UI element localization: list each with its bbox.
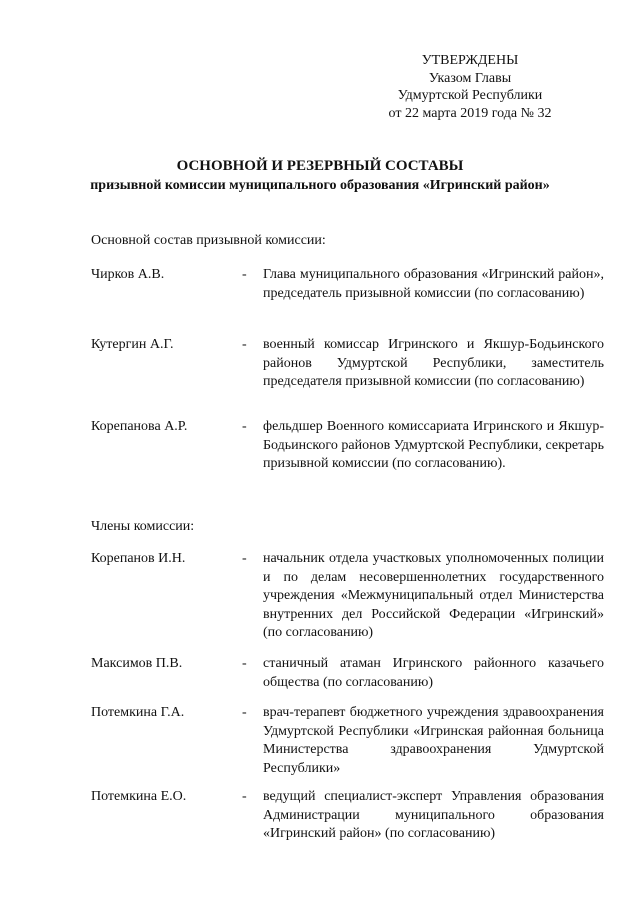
member-dash: -	[242, 267, 247, 282]
member-role: Глава муниципального образования «Игринский район», председатель призывной комиссии (по согласованию)	[263, 267, 604, 301]
member-name: Максимов П.В.	[91, 656, 183, 671]
member-role: военный комиссар Игринского и Якшур-Бодьинского районов Удмуртской Республики, заместитель председателя призывной комиссии (по согласованию)	[263, 337, 604, 389]
member-name: Корепанова А.Р.	[91, 419, 188, 434]
member-name: Потемкина Е.О.	[91, 789, 187, 804]
approval-line-approved: УТВЕРЖДЕНЫ	[421, 53, 519, 68]
member-name: Кутергин А.Г.	[91, 337, 174, 352]
member-name: Корепанов И.Н.	[91, 551, 186, 566]
member-dash: -	[242, 656, 247, 671]
approval-line-republic: Удмуртской Республики	[397, 88, 543, 103]
member-role: начальник отдела участковых уполномоченных полиции и по делам несовершеннолетних государственного учреждения «Межмуниципальный отдел Министерства внутренних дел Российской Федерации «Игринский» (по согласованию)	[263, 551, 604, 640]
approval-stamp	[360, 52, 580, 122]
document-subtitle: призывной комиссии муниципального образования «Игринский район»	[90, 178, 550, 193]
member-role: фельдшер Военного комиссариата Игринского и Якшур-Бодьинского районов Удмуртской Республики, секретарь призывной комиссии (по согласованию).	[263, 419, 604, 471]
member-dash: -	[242, 419, 247, 434]
member-dash: -	[242, 705, 247, 720]
member-dash: -	[242, 551, 247, 566]
member-role: ведущий специалист-эксперт Управления образования Администрации муниципального образования «Игринский район» (по согласованию)	[263, 789, 604, 841]
member-role: врач-терапевт бюджетного учреждения здравоохранения Удмуртской Республики «Игринская районная больница Министерства здравоохранения Удмуртской Республики»	[263, 705, 604, 776]
member-dash: -	[242, 789, 247, 804]
main-composition-heading: Основной состав призывной комиссии:	[91, 233, 326, 248]
member-role: станичный атаман Игринского районного казачьего общества (по согласованию)	[263, 656, 604, 690]
member-name: Чирков А.В.	[91, 267, 165, 282]
member-name: Потемкина Г.А.	[91, 705, 185, 720]
approval-line-decree: Указом Главы	[428, 70, 512, 86]
members-heading: Члены комиссии:	[91, 519, 195, 534]
document-title: ОСНОВНОЙ И РЕЗЕРВНЫЙ СОСТАВЫ	[176, 158, 464, 174]
approval-line-date: от 22 марта 2019 года № 32	[388, 105, 552, 121]
member-dash: -	[242, 337, 247, 352]
